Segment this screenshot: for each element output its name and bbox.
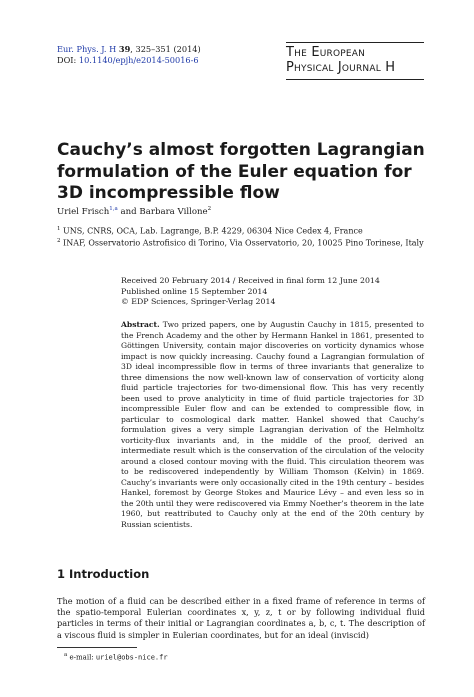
abstract [121,320,424,530]
received-date: Received 20 February 2014 / Received in final form 12 June 2014 [121,276,380,285]
brand-line-1: The European [286,45,366,60]
section-heading-introduction: 1 Introduction [57,567,150,581]
doi-prefix: DOI: [57,55,79,65]
affiliation-1-text: UNS, CNRS, OCA, Lab. Lagrange, B.P. 4229, 06304 Nice Cedex 4, France [63,226,363,236]
footnote-email[interactable]: uriel@obs-nice.fr [95,653,168,662]
article-history [121,276,380,308]
doi-link[interactable]: 10.1140/epjh/e2014-50016-6 [78,55,199,65]
introduction-paragraph: The motion of a fluid can be described either in a fixed frame of reference in terms of the spatio-temporal Eulerian coordinates x, y, z, t or by following individual fluid particles in terms of their initial or Lagrangian coordinates a, b, c, t. The description of a viscous fluid is simpler in Eulerian coordinates, but for an ideal (inviscid) [57,596,425,640]
article-title: Cauchy’s almost forgotten Lagrangian formulation of the Euler equation for 3D incompressible flow [57,140,425,203]
journal-brand [286,42,424,80]
author-line [57,206,211,217]
affiliation-2-text: INAF, Osservatorio Astrofisico di Torino, Via Osservatorio, 20, 10025 Pino Torinese, Italy [63,238,424,248]
doi-line [57,55,201,66]
footnote-mark: a [64,652,68,658]
author-1: Uriel Frisch [57,206,110,217]
copyright-line: © EDP Sciences, Springer-Verlag 2014 [121,297,276,307]
affiliation-2 [57,236,437,249]
abstract-text: Two prized papers, one by Augustin Cauchy in 1815, presented to the French Academy and the other by Hermann Hankel in 1861, presented to Göttingen University, contain major discoveries on vorticity dynamics whose impact is now quickly increasing. Cauchy found a Lagrangian formulation of 3D ideal incompressible flow in terms of three invariants that generalize to three dimensions the now well-known law of conservation of vorticity along fluid particle trajectories for two-dimensional flow. This has very recently been used to prove analyticity in time of fluid particle trajectories for 3D incompressible Euler flow and can be extended to compressible flow, in particular to cosmological dark matter. Hankel showed that Cauchy’s formulation gives a very simple Lagrangian derivation of the Helmholtz vorticity-flux invariants and, in the middle of the proof, derived an intermediate result which is the conservation of the circulation of the velocity around a closed contour moving with the fluid. This circulation theorem was to be rediscovered independently by William Thomson (Kelvin) in 1869. Cauchy’s invariants were only occasionally cited in the 19th century – besides Hankel, foremost by George Stokes and Maurice Lévy – and even less so in the 20th until they were rediscovered via Emmy Noether’s theorem in the late 1960, but reattributed to Cauchy only at the end of the 20th century by Russian scientists. [121,320,424,529]
abstract-label: Abstract. [121,320,160,329]
published-date: Published online 15 September 2014 [121,286,268,296]
affiliation-2-number: 2 [57,238,61,244]
affiliation-1-number: 1 [57,226,61,232]
author-2-superscript: 2 [207,206,212,212]
footnote-label: e-mail: [69,653,96,662]
journal-citation-line [57,44,201,55]
author-1-superscript[interactable]: 1,a [109,206,118,212]
journal-reference [57,44,201,66]
volume-number: 39 [118,44,131,54]
author-2: and Barbara Villone [117,206,208,217]
brand-line-2: Physical Journal H [286,60,396,75]
footnote-divider [57,647,137,648]
affiliation-1 [57,224,437,237]
journal-name-link[interactable]: Eur. Phys. J. H [57,44,117,54]
footnote [64,652,168,661]
pages-year: , 325–351 (2014) [130,44,201,54]
